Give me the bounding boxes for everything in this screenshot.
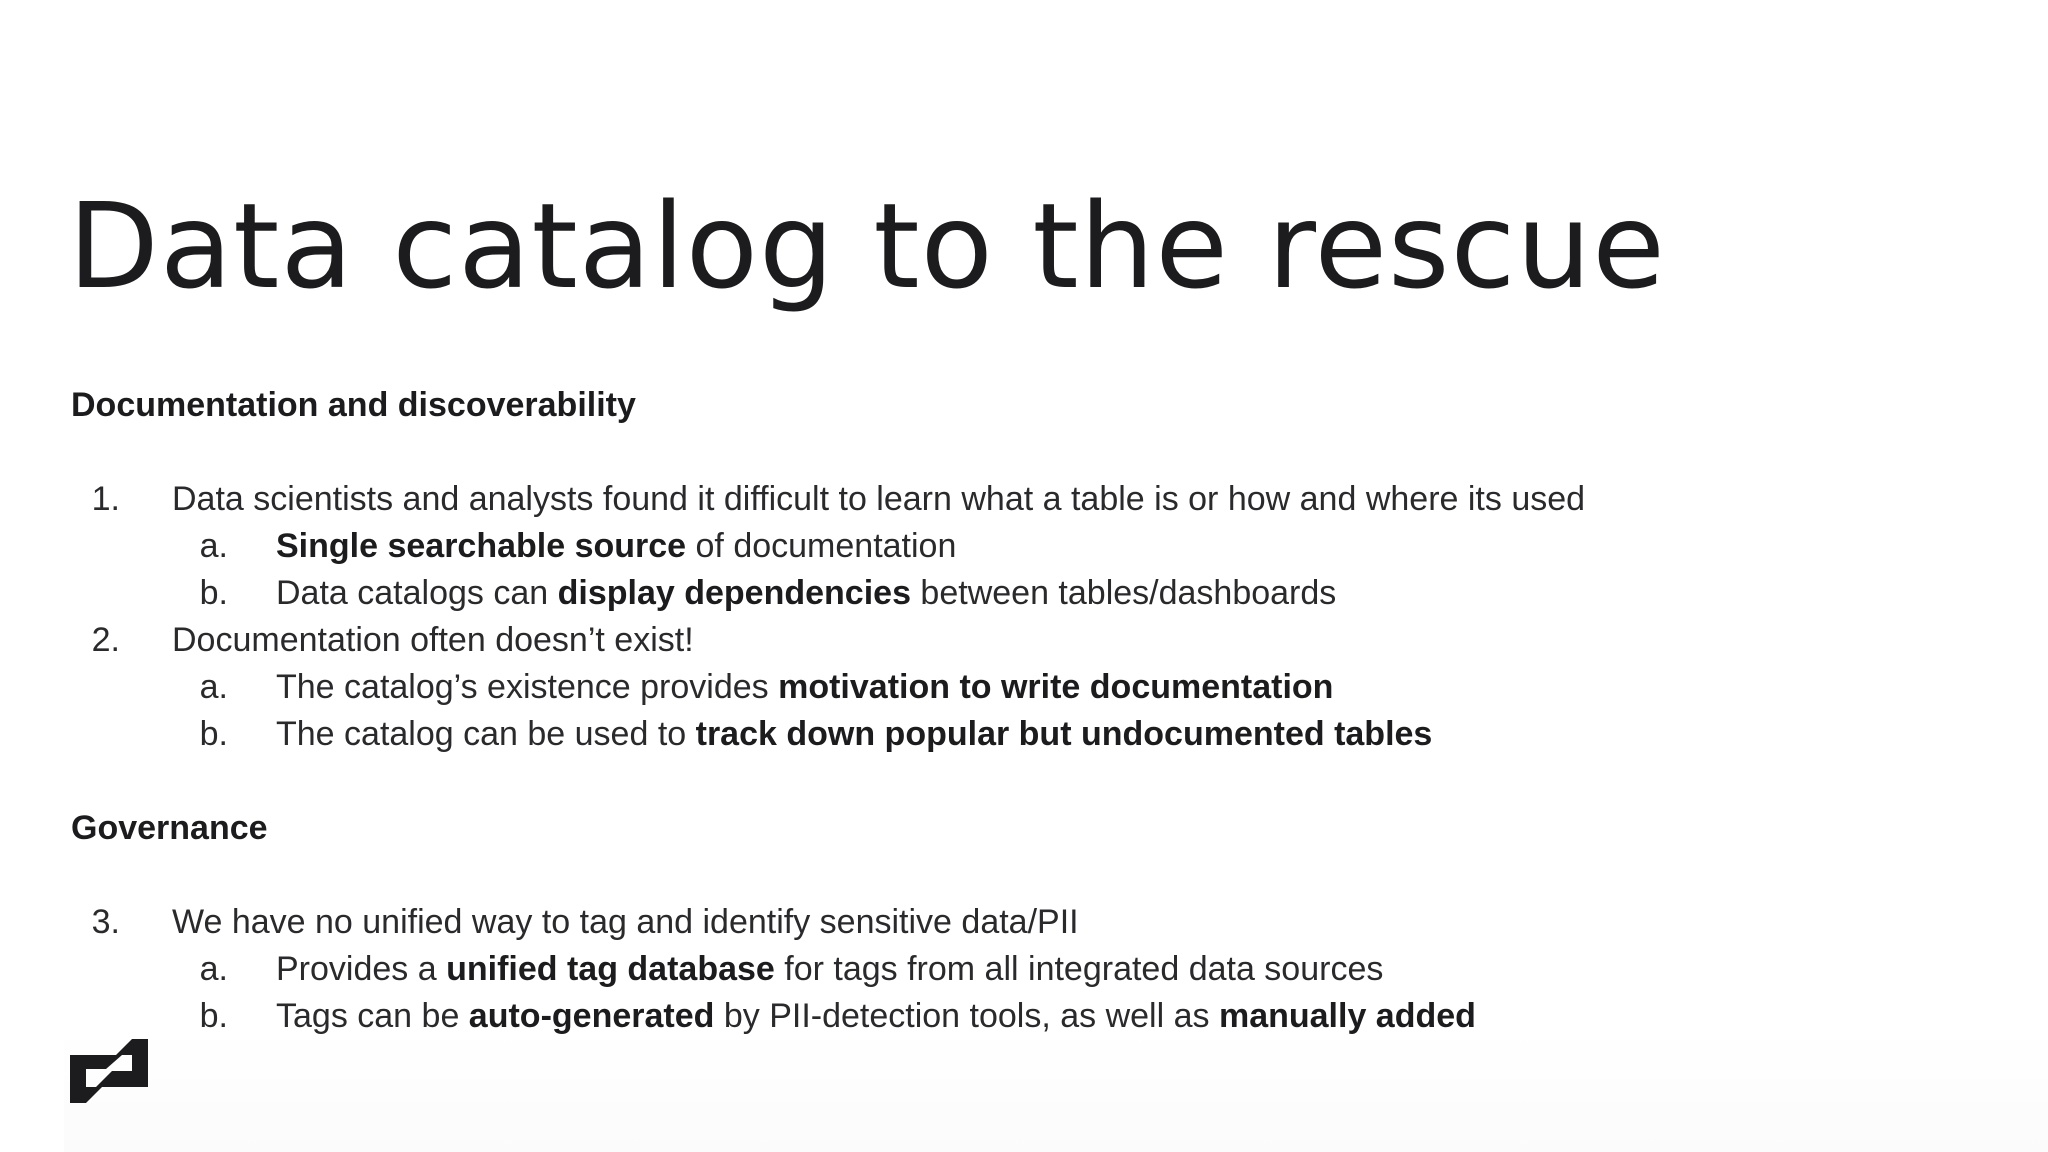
- list-item-text: Data scientists and analysts found it difficult to learn what a table is or how and where its used: [172, 480, 1586, 518]
- list-item-text: Documentation often doesn’t exist!: [172, 621, 694, 659]
- list-marker: a.: [199, 950, 228, 988]
- list-marker: b.: [199, 997, 228, 1035]
- list-subitem-text: Tags can be auto-generated by PII-detection tools, as well as manually added: [276, 997, 1476, 1035]
- slide-title: Data catalog to the rescue: [68, 177, 1666, 315]
- list-marker: a.: [199, 668, 228, 706]
- section-heading-documentation: Documentation and discoverability: [71, 386, 636, 424]
- list-item-text: We have no unified way to tag and identify sensitive data/PII: [172, 903, 1079, 941]
- slide-background: [64, 1030, 2048, 1152]
- list-marker: b.: [199, 574, 228, 612]
- list-subitem-text: The catalog can be used to track down popular but undocumented tables: [276, 715, 1433, 753]
- list-marker: 1.: [91, 480, 120, 518]
- list-subitem-text: Data catalogs can display dependencies between tables/dashboards: [276, 574, 1337, 612]
- list-subitem-text: The catalog’s existence provides motivation to write documentation: [276, 668, 1334, 706]
- brand-logo-icon: [70, 1039, 148, 1103]
- list-marker: a.: [199, 527, 228, 565]
- list-subitem-text: Single searchable source of documentation: [276, 527, 957, 565]
- list-marker: 3.: [91, 903, 120, 941]
- section-heading-governance: Governance: [71, 809, 268, 847]
- list-subitem-text: Provides a unified tag database for tags from all integrated data sources: [276, 950, 1384, 988]
- list-marker: b.: [199, 715, 228, 753]
- list-marker: 2.: [91, 621, 120, 659]
